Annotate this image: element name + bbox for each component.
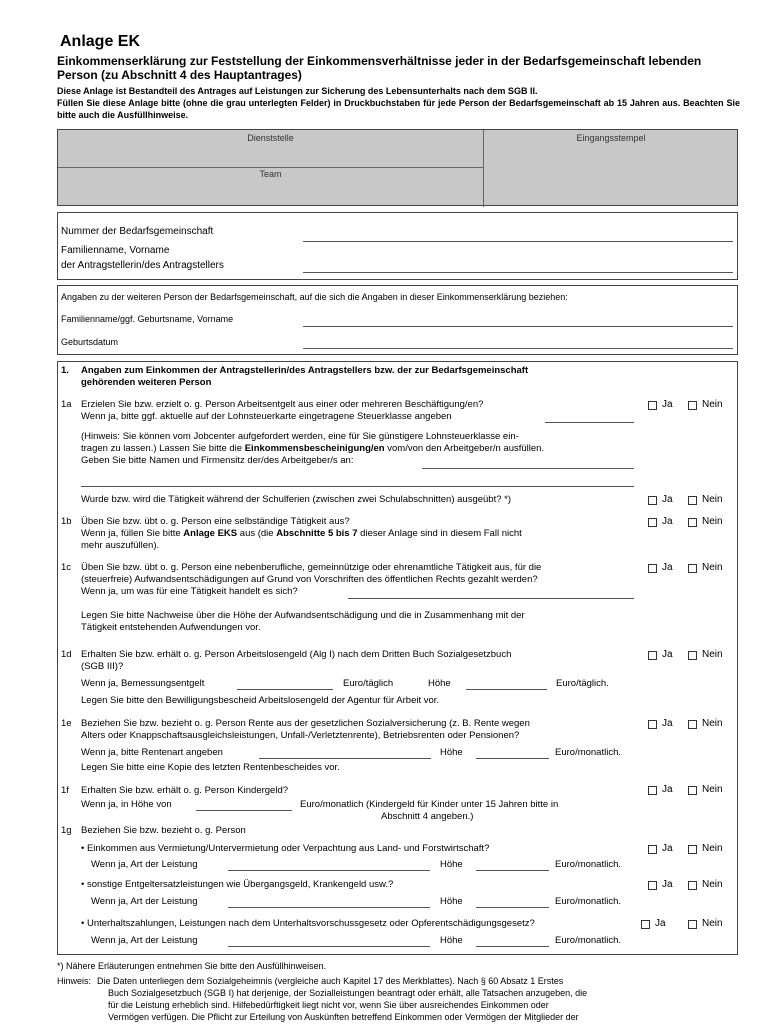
- q1a-line-4c: vom/von den Arbeitgeber/n ausfüllen.: [384, 443, 545, 454]
- q1b-line-2: [81, 528, 522, 539]
- q1f-num: 1f: [61, 785, 69, 796]
- q1a-ferien-yes-checkbox[interactable]: [648, 496, 657, 505]
- q1g-item-3-art-field[interactable]: [228, 946, 430, 947]
- intro-line-1: Diese Anlage ist Bestandteil des Antrages auf Leistungen zur Sicherung des Lebensunterhalts nach dem SGB II.: [57, 86, 538, 96]
- section-1-title-2: gehörenden weiteren Person: [81, 377, 212, 388]
- q1g-item-3-hoehe-field[interactable]: [476, 946, 549, 947]
- q1a-yes-checkbox[interactable]: [648, 401, 657, 410]
- q1c-line-5: Tätigkeit entstehenden Aufwendungen vor.: [81, 622, 261, 633]
- q1g-item-2-no-label: Nein: [702, 879, 723, 890]
- q1d-line-3: Wenn ja, Bemessungsentgelt: [81, 678, 205, 689]
- q1g-item-1-hoehe: Höhe: [440, 859, 463, 870]
- q1c-line-1: Üben Sie bzw. übt o. g. Person eine nebenberufliche, gemeinnützige oder ehrenamtliche Tätigkeit aus, für die: [81, 562, 542, 573]
- q1e-hoehe-label: Höhe: [440, 747, 463, 758]
- q1g-item-2-art-field[interactable]: [228, 907, 430, 908]
- q1g-item-3-no-checkbox[interactable]: [688, 920, 697, 929]
- q1g-item-1-no-label: Nein: [702, 843, 723, 854]
- q1g-item-3-no-label: Nein: [702, 918, 723, 929]
- q1c-line-4: Legen Sie bitte Nachweise über die Höhe der Aufwandsentschädigung und die in Zusammenhang mit der: [81, 610, 525, 621]
- q1c-num: 1c: [61, 562, 72, 573]
- q1b-line-2b: Anlage EKS: [183, 528, 238, 539]
- q1f-unit: Euro/monatlich (Kindergeld für Kinder unter 15 Jahren bitte in: [300, 799, 559, 810]
- q1a-ferien-no-checkbox[interactable]: [688, 496, 697, 505]
- q1a-employer-field-2[interactable]: [81, 486, 634, 487]
- q1d-line-2: (SGB III)?: [81, 661, 124, 672]
- q1g-item-2: • sonstige Entgeltersatzleistungen wie Übergangsgeld, Krankengeld usw.?: [81, 879, 394, 890]
- q1d-hoehe-field[interactable]: [466, 689, 547, 690]
- q1c-activity-field[interactable]: [348, 598, 634, 599]
- q1a-line-2: Wenn ja, bitte ggf. aktuelle auf der Lohnsteuerkarte eingetragene Steuerklasse angeben: [81, 411, 452, 422]
- q1f-line-2: Wenn ja, in Höhe von: [81, 799, 172, 810]
- q1e-unit: Euro/monatlich.: [555, 747, 622, 758]
- q1a-ferien-no-label: Nein: [702, 494, 723, 505]
- form-title: Anlage EK: [60, 33, 141, 50]
- q1e-yes-checkbox[interactable]: [648, 720, 657, 729]
- q1f-line-1: Erhalten Sie bzw. erhält o. g. Person Kindergeld?: [81, 785, 289, 796]
- q1g-item-1-no-checkbox[interactable]: [688, 845, 697, 854]
- q1b-line-2d: Abschnitte 5 bis 7: [276, 528, 358, 539]
- q1g-num: 1g: [61, 825, 72, 836]
- q1f-no-label: Nein: [702, 784, 723, 795]
- q1g-item-2-hoehe: Höhe: [440, 896, 463, 907]
- q1g-item-1-yes-checkbox[interactable]: [648, 845, 657, 854]
- q1f-yes-label: Ja: [662, 784, 673, 795]
- hinweis-line-1: Die Daten unterliegen dem Sozialgeheimnis (vergleiche auch Kapitel 17 des Merkblattes). Nach § 60 Absatz 1 Erstes: [97, 976, 564, 986]
- office-hline: [58, 167, 483, 168]
- bg-number-label: Nummer der Bedarfsgemeinschaft: [61, 226, 214, 237]
- q1c-yes-label: Ja: [662, 562, 673, 573]
- q1a-employer-field-1[interactable]: [422, 468, 634, 469]
- q1a-line-4b: Einkommensbescheinigung/en: [244, 443, 385, 454]
- q1g-item-2-hoehe-field[interactable]: [476, 907, 549, 908]
- q1a-steuerklasse-field[interactable]: [545, 422, 634, 423]
- hinweis-line-3: für die Leistung erheblich sind. Hilfebedürftigkeit liegt nicht vor, wenn Sie über ausreichendes Einkommen oder: [108, 1000, 549, 1010]
- q1e-line-1: Beziehen Sie bzw. bezieht o. g. Person Rente aus der gesetzlichen Sozialversicherung (z. B. Rente wegen: [81, 718, 530, 729]
- q1g-item-2-yes-checkbox[interactable]: [648, 881, 657, 890]
- q1e-rentenart-field[interactable]: [259, 758, 431, 759]
- form-subtitle: Einkommenserklärung zur Feststellung der Einkommensverhältnisse jeder in der Bedarfsgemeinschaft lebenden Person (zu Abschnitt 4 des Hauptantrages): [57, 54, 702, 82]
- q1g-item-1: • Einkommen aus Vermietung/Untervermietung oder Verpachtung aus Land- und Forstwirtschaft?: [81, 843, 490, 854]
- bg-number-field[interactable]: [303, 241, 733, 242]
- q1a-line-3: (Hinweis: Sie können vom Jobcenter aufgefordert werden, eine für Sie günstigere Lohnsteuerklasse ein-: [81, 431, 519, 442]
- q1e-line-4: Legen Sie bitte eine Kopie des letzten Rentenbescheides vor.: [81, 762, 340, 773]
- applicant-name-label-2: der Antragstellerin/des Antragstellers: [61, 260, 224, 271]
- q1g-item-2-yes-label: Ja: [662, 879, 673, 890]
- q1e-yes-label: Ja: [662, 718, 673, 729]
- q1c-line-3: Wenn ja, um was für eine Tätigkeit handelt es sich?: [81, 586, 298, 597]
- q1g-item-2-unit: Euro/monatlich.: [555, 896, 622, 907]
- form-intro: [57, 85, 740, 121]
- person-dob-label: Geburtsdatum: [61, 337, 119, 347]
- office-box: [57, 129, 738, 206]
- q1d-unit-2: Euro/täglich.: [556, 678, 609, 689]
- q1a-yes-label: Ja: [662, 399, 673, 410]
- q1a-line-4: [81, 443, 544, 454]
- q1d-line-1: Erhalten Sie bzw. erhält o. g. Person Arbeitslosengeld (Alg I) nach dem Dritten Buch Sozialgesetzbuch: [81, 649, 512, 660]
- q1f-no-checkbox[interactable]: [688, 786, 697, 795]
- q1g-item-3-hoehe: Höhe: [440, 935, 463, 946]
- q1d-hoehe-label: Höhe: [428, 678, 451, 689]
- q1d-yes-label: Ja: [662, 649, 673, 660]
- q1d-num: 1d: [61, 649, 72, 660]
- q1b-num: 1b: [61, 516, 72, 527]
- q1e-hoehe-field[interactable]: [476, 758, 549, 759]
- q1a-num: 1a: [61, 399, 72, 410]
- q1g-item-1-hoehe-field[interactable]: [476, 870, 549, 871]
- q1a-ferien-yes-label: Ja: [662, 494, 673, 505]
- eingangsstempel-label: Eingangsstempel: [576, 133, 646, 143]
- q1g-item-3: • Unterhaltszahlungen, Leistungen nach dem Unterhaltsvorschussgesetz oder Opferentschädigungsgesetz?: [81, 918, 535, 929]
- q1f-line-3: Abschnitt 4 angeben.): [381, 811, 474, 822]
- q1a-no-checkbox[interactable]: [688, 401, 697, 410]
- person-name-label: Familienname/ggf. Geburtsname, Vorname: [61, 314, 234, 324]
- person-dob-field[interactable]: [303, 348, 733, 349]
- team-label: Team: [259, 169, 282, 179]
- q1g-item-1-unit: Euro/monatlich.: [555, 859, 622, 870]
- q1g-item-3-unit: Euro/monatlich.: [555, 935, 622, 946]
- q1b-yes-label: Ja: [662, 516, 673, 527]
- q1f-kindergeld-field[interactable]: [196, 810, 292, 811]
- q1d-unit-1: Euro/täglich: [343, 678, 394, 689]
- person-intro: Angaben zu der weiteren Person der Bedarfsgemeinschaft, auf die sich die Angaben in dieser Einkommenserklärung beziehen:: [61, 292, 568, 302]
- q1b-line-2e: dieser Anlage sind in diesem Fall nicht: [357, 528, 522, 539]
- q1g-item-2-wenn: Wenn ja, Art der Leistung: [91, 896, 198, 907]
- person-box: [57, 285, 738, 355]
- section-1-num: 1.: [61, 365, 69, 376]
- q1g-item-1-yes-label: Ja: [662, 843, 673, 854]
- q1d-yes-checkbox[interactable]: [648, 651, 657, 660]
- q1c-line-2: (steuerfreie) Aufwandsentschädigungen auf Grund von Vorschriften des öffentlichen Rechts gezahlt werden?: [81, 574, 538, 585]
- q1b-line-2a: Wenn ja, füllen Sie bitte: [81, 528, 184, 539]
- q1d-line-4: Legen Sie bitte den Bewilligungsbescheid Arbeitslosengeld der Agentur für Arbeit vor.: [81, 695, 440, 706]
- q1b-line-2c: aus (die: [237, 528, 277, 539]
- hinweis-line-4: Vermögen verfügen. Die Pflicht zur Erteilung von Auskünften betreffend Einkommen oder Vermögen der Mitglieder der: [108, 1012, 579, 1022]
- q1a-line-5: Geben Sie bitte Namen und Firmensitz der/des Arbeitgeber/s an:: [81, 455, 354, 466]
- dienststelle-label: Dienststelle: [247, 133, 294, 143]
- q1g-line-1: Beziehen Sie bzw. bezieht o. g. Person: [81, 825, 246, 836]
- q1g-item-1-wenn: Wenn ja, Art der Leistung: [91, 859, 198, 870]
- q1c-yes-checkbox[interactable]: [648, 564, 657, 573]
- hinweis-label: Hinweis:: [57, 976, 92, 986]
- q1b-line-3: mehr auszufüllen).: [81, 540, 160, 551]
- q1c-no-checkbox[interactable]: [688, 564, 697, 573]
- q1e-line-2: Alters oder Knappschaftsausgleichsleistungen, Unfall-/Verletztenrente), Betriebsrenten oder Pensionen?: [81, 730, 520, 741]
- q1d-no-label: Nein: [702, 649, 723, 660]
- q1a-no-label: Nein: [702, 399, 723, 410]
- intro-line-2: Füllen Sie diese Anlage bitte (ohne die grau unterlegten Felder) in Druckbuchstaben für jede Person der Bedarfsgemeinschaft ab 15 Jahren aus. Beachten Sie bitte auch die Ausfüllhinweise.: [57, 98, 740, 120]
- q1g-item-3-wenn: Wenn ja, Art der Leistung: [91, 935, 198, 946]
- q1b-no-label: Nein: [702, 516, 723, 527]
- q1a-line-1: Erzielen Sie bzw. erzielt o. g. Person Arbeitsentgelt aus einer oder mehreren Beschäftigung/en?: [81, 399, 484, 410]
- applicant-name-field[interactable]: [303, 272, 733, 273]
- q1b-no-checkbox[interactable]: [688, 518, 697, 527]
- q1g-item-3-yes-label: Ja: [655, 918, 666, 929]
- section-1-title-1: Angaben zum Einkommen der Antragstellerin/des Antragstellers bzw. der zur Bedarfsgemeinschaft: [81, 365, 529, 376]
- q1e-no-label: Nein: [702, 718, 723, 729]
- q1g-item-3-yes-checkbox[interactable]: [641, 920, 650, 929]
- applicant-name-label-1: Familienname, Vorname: [61, 245, 170, 256]
- q1e-no-checkbox[interactable]: [688, 720, 697, 729]
- person-name-field[interactable]: [303, 326, 733, 327]
- q1c-no-label: Nein: [702, 562, 723, 573]
- q1f-yes-checkbox[interactable]: [648, 786, 657, 795]
- q1g-item-1-art-field[interactable]: [228, 870, 430, 871]
- footnote: *) Nähere Erläuterungen entnehmen Sie bitte den Ausfüllhinweisen.: [57, 961, 327, 971]
- applicant-box: [57, 212, 738, 280]
- q1b-line-1: Üben Sie bzw. übt o. g. Person eine selbständige Tätigkeit aus?: [81, 516, 350, 527]
- q1a-line-4a: tragen zu lassen.) Lassen Sie bitte die: [81, 443, 245, 454]
- q1e-num: 1e: [61, 718, 72, 729]
- q1g-item-2-no-checkbox[interactable]: [688, 881, 697, 890]
- q1d-no-checkbox[interactable]: [688, 651, 697, 660]
- q1b-yes-checkbox[interactable]: [648, 518, 657, 527]
- q1a-line-6: Wurde bzw. wird die Tätigkeit während der Schulferien (zwischen zwei Schulabschnitten) ausgeübt? *): [81, 494, 512, 505]
- hinweis-line-2: Buch Sozialgesetzbuch (SGB I) hat derjenige, der Sozialleistungen beantragt oder erhält, alle Tatsachen anzugeben, die: [108, 988, 588, 998]
- q1d-bemessungsentgelt-field[interactable]: [237, 689, 333, 690]
- q1e-line-3: Wenn ja, bitte Rentenart angeben: [81, 747, 223, 758]
